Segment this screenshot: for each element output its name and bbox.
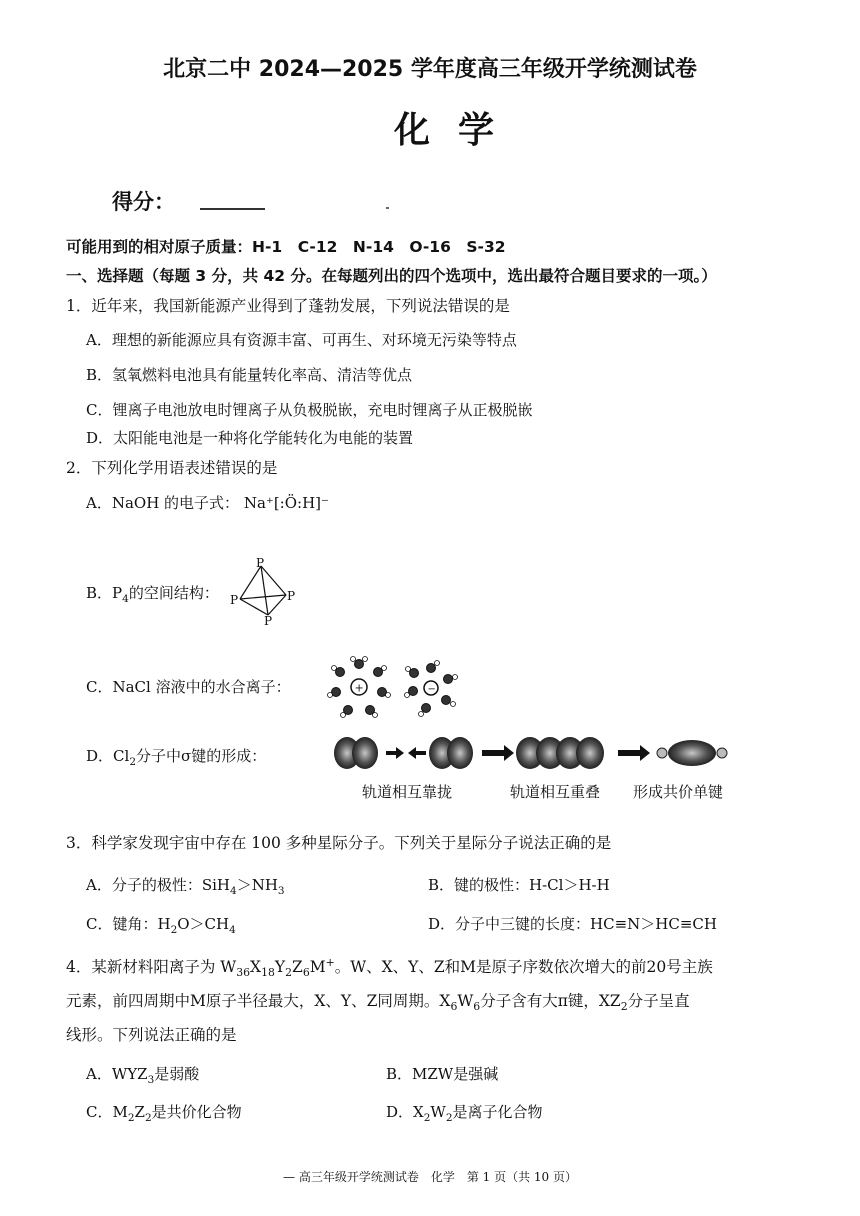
- sigma-bond-formation-diagram: [330, 733, 740, 777]
- p-atom-left: P: [230, 593, 239, 607]
- p-atom-bottom: P: [264, 614, 273, 628]
- q3-option-d: D．分子中三键的长度：HC≡N＞HC≡CH: [428, 915, 717, 933]
- hydrated-ions-diagram: [326, 655, 466, 721]
- score-blank[interactable]: [200, 208, 265, 210]
- q1-stem: 1．近年来，我国新能源产业得到了蓬勃发展，下列说法错误的是: [66, 297, 510, 315]
- q4-option-c: C．$M_2Z_2$是共价化合物: [86, 1103, 242, 1124]
- q3-option-c: C．键角：$H_2O>CH_4$: [86, 915, 236, 936]
- page-footer: — 高三年级开学统测试卷 化学 第 1 页（共 10 页）: [283, 1170, 577, 1184]
- hydrated-chloride-ion-icon: [405, 661, 458, 717]
- q2-stem: 2．下列化学用语表述错误的是: [66, 459, 278, 477]
- section-heading: 一、选择题（每题 3 分，共 42 分。在每题列出的四个选项中，选出最符合题目要求的一项。）: [66, 267, 717, 285]
- caption-bond-formed: 形成共价单键: [633, 783, 724, 801]
- q4-stem-line3: 线形。下列说法正确的是: [66, 1026, 237, 1044]
- score-mark: [386, 207, 389, 209]
- q2-option-a: [86, 492, 329, 513]
- arrow-right-icon-1: [386, 747, 404, 759]
- q2-option-d: D．$Cl_2$分子中σ键的形成：: [86, 747, 267, 768]
- q4-option-a: A．$WYZ_3$是弱酸: [86, 1065, 200, 1086]
- caption-approaching: 轨道相互靠拢: [362, 783, 453, 801]
- q4-option-b: B．MZW是强碱: [386, 1065, 499, 1083]
- q1-option-c: C．锂离子电池放电时锂离子从负极脱嵌，充电时锂离子从正极脱嵌: [86, 401, 533, 419]
- q3-stem: 3．科学家发现宇宙中存在 100 多种星际分子。下列关于星际分子说法正确的是: [66, 834, 612, 852]
- hydrated-sodium-ion-icon: [328, 657, 391, 718]
- svg-text:−: −: [427, 684, 436, 695]
- p-atom-top: P: [256, 556, 265, 570]
- q3-option-b: B．键的极性：H-Cl＞H-H: [428, 876, 610, 894]
- subject-title: 化学: [393, 110, 522, 151]
- arrow-left-icon: [408, 747, 426, 759]
- naoh-electron-formula: Na⁺[:Ö:H]⁻: [243, 494, 329, 512]
- q2-option-b: B．$P_4$的空间结构：: [86, 584, 219, 605]
- q4-option-d: D．$X_2W_2$是离子化合物: [386, 1103, 543, 1124]
- p4-tetrahedron-diagram: [226, 553, 306, 628]
- arrow-right-icon-3: [618, 745, 650, 761]
- svg-text:+: +: [354, 681, 364, 695]
- q4-stem-line1: 4．某新材料阳离子为 $W_{36}X_{18}Y_2Z_6M^+$。W、X、Y、Z和M是原子序数依次增大的前20号主族: [66, 955, 713, 980]
- orbitals-overlapping-icon: [516, 737, 604, 769]
- q2-option-a-label: A．NaOH 的电子式：: [86, 494, 240, 512]
- atomic-masses: 可能用到的相对原子质量：H-1 C-12 N-14 O-16 S-32: [66, 238, 506, 256]
- p-atom-right: P: [287, 589, 296, 603]
- orbitals-approaching-icon-2: [429, 737, 473, 769]
- q2-option-c: C．NaCl 溶液中的水合离子：: [86, 678, 291, 696]
- caption-overlapping: 轨道相互重叠: [510, 783, 601, 801]
- score-label: 得分：: [112, 190, 175, 214]
- q3-option-a: A．分子的极性：$SiH_4>NH_3$: [86, 876, 285, 897]
- covalent-bond-icon: [657, 740, 727, 766]
- q4-stem-line2: 元素，前四周期中M原子半径最大，X、Y、Z同周期。$X_6W_6$分子含有大π键，$XZ_2$分子呈直: [66, 992, 690, 1014]
- q1-option-d: D．太阳能电池是一种将化学能转化为电能的装置: [86, 429, 414, 447]
- q1-option-a: A．理想的新能源应具有资源丰富、可再生、对环境无污染等特点: [86, 331, 517, 349]
- q1-option-b: B．氢氧燃料电池具有能量转化率高、清洁等优点: [86, 366, 413, 384]
- arrow-right-icon-2: [482, 745, 514, 761]
- exam-title: 北京二中 2024—2025 学年度高三年级开学统测试卷: [163, 57, 697, 82]
- orbitals-approaching-icon: [334, 737, 378, 769]
